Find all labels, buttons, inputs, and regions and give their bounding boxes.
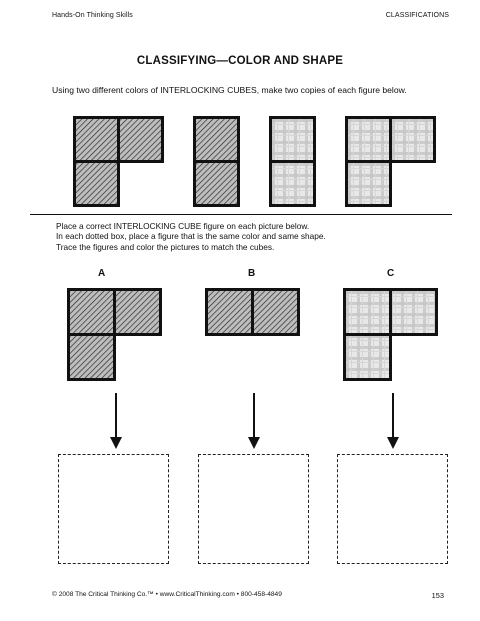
page-number: 153 bbox=[431, 591, 444, 600]
header-right: CLASSIFICATIONS bbox=[385, 12, 449, 19]
dotted-box-b[interactable] bbox=[198, 454, 309, 564]
figure-l-shape-plaid bbox=[345, 116, 437, 208]
instruction-top: Using two different colors of INTERLOCKING CUBES, make two copies of each figure below. bbox=[52, 85, 407, 95]
header-left: Hands-On Thinking Skills bbox=[52, 12, 133, 19]
instructions-bottom bbox=[56, 221, 326, 252]
footer-copyright: © 2008 The Critical Thinking Co.™ • www.CriticalThinking.com • 800-458-4849 bbox=[52, 591, 282, 598]
figure-l-shape-hatched bbox=[73, 116, 165, 208]
figure-a-l-shape-hatched bbox=[67, 288, 163, 382]
instruction-line-1: Place a correct INTERLOCKING CUBE figure on each picture below. bbox=[56, 221, 310, 231]
figure-label-c: C bbox=[387, 268, 395, 279]
section-divider bbox=[30, 214, 452, 215]
figure-column-hatched bbox=[193, 116, 241, 208]
arrow-down-icon bbox=[108, 393, 124, 451]
instruction-line-3: Trace the figures and color the pictures to match the cubes. bbox=[56, 241, 275, 252]
arrow-down-icon bbox=[246, 393, 262, 451]
dotted-box-c[interactable] bbox=[337, 454, 448, 564]
figure-column-plaid bbox=[269, 116, 317, 208]
dotted-box-a[interactable] bbox=[58, 454, 169, 564]
figure-label-b: B bbox=[248, 268, 256, 279]
figure-b-row-hatched bbox=[205, 288, 301, 337]
instruction-line-2: In each dotted box, place a figure that is the same color and same shape. bbox=[56, 231, 326, 242]
figure-label-a: A bbox=[98, 268, 106, 279]
arrow-down-icon bbox=[385, 393, 401, 451]
figure-c-l-shape-plaid bbox=[343, 288, 439, 382]
page-title: CLASSIFYING—COLOR AND SHAPE bbox=[136, 55, 344, 67]
